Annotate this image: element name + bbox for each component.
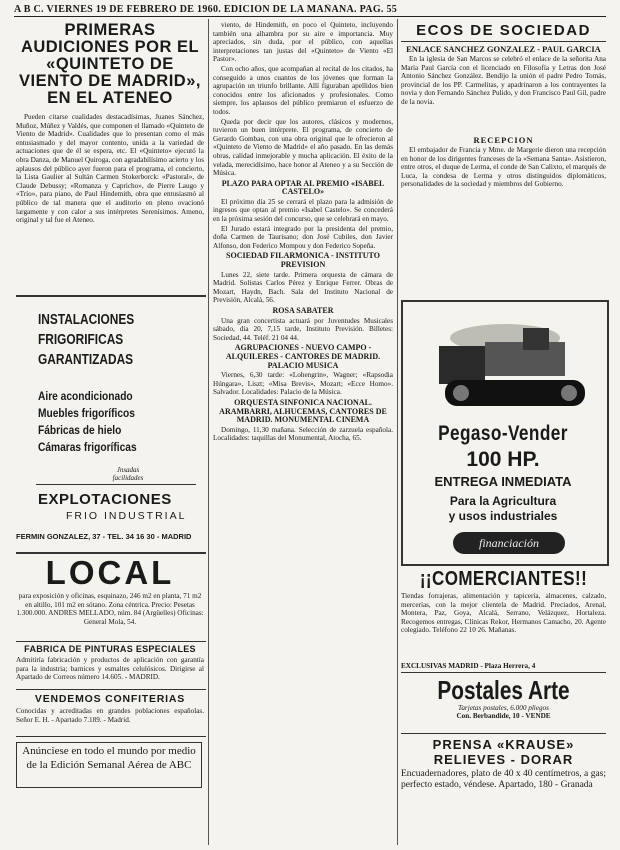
ad-line: GARANTIZADAS <box>38 352 134 368</box>
tractor-illustration <box>405 308 605 418</box>
ad-text: Anúnciese en todo el mundo por medio de la Edición Semanal Aérea de ABC <box>22 745 196 771</box>
rule <box>401 672 606 673</box>
article-paragraph: Una gran concertista actuará por Juventudes Musicales sábado, día 20, 7,15 tarde, Instituto Previsión. Billetes: Sociedad, 44. Teléf. 21 04 44. <box>213 316 393 342</box>
rule <box>16 689 206 690</box>
article-title: PRIMERAS AUDICIONES POR EL «QUINTETO DE VIENTO DE MADRID», EN EL ATENEO <box>19 21 201 107</box>
article-paragraph: Domingo, 11,30 mañana. Selección de zarzuela española. Localidades: taquillas del Monumental, Atocha, 65. <box>213 425 393 443</box>
ad-line: INSTALACIONES <box>38 312 135 328</box>
ad-item: Fábricas de hielo <box>38 423 122 437</box>
merchants-ad <box>401 568 606 670</box>
section-heading: ROSA SABATER <box>272 306 334 315</box>
page-header: A B C. VIERNES 19 DE FEBRERO DE 1960. EDICION DE LA MAÑANA. PAG. 55 <box>14 4 606 17</box>
local-ad <box>16 556 204 635</box>
article-paragraph: El embajador de Francia y Mme. de Margerie dieron una recepción en honor de los dirigentes franceses de la «Semana Santa». Asistieron, entre otros, el duque de Lerma, el conde de San Calixto, el marqués de Luca, la condesa de Lerma y otros distinguidos diplomáticos, personalidades de la sociedad y miembros del Gobierno. <box>401 146 606 189</box>
ad-title: ¡¡COMERCIANTES!! <box>419 568 588 590</box>
article-paragraph: El Jurado estará integrado por la presidenta del premio, doña Carmen de Taurisano; don José Cubiles, don Javier Alfonso, don Federico Mompou y don Federico Sopeña. <box>213 224 393 250</box>
rule <box>401 733 606 734</box>
press-ad <box>401 737 606 791</box>
rule <box>401 41 606 42</box>
rule <box>16 295 206 297</box>
society-section <box>401 22 606 214</box>
ad-line: FRIGORIFICAS <box>38 332 124 348</box>
section-heading: SOCIEDAD FILARMONICA - INSTITUTO PREVISION <box>226 251 380 270</box>
ad-title: LOCAL <box>45 554 175 591</box>
tractor-cab-icon <box>523 328 549 350</box>
left-article <box>16 22 204 271</box>
rule <box>36 484 196 485</box>
article-paragraph: El próximo día 25 se cerrará el plazo para la admisión de ingresos que optan al premio «Isabel Castelo». Se concederá en la próxima sesión del concurso, que se celebrará en mayo. <box>213 197 393 224</box>
ad-body: Tiendas forrajeras, alimentación y tapicería, almacenes, calzado, mercerías, con la mejor clientela de Madrid. Preciados, Arenal, Montera, Paz, Goya, Alcalá, Serrano, Velázquez, Hortaleza. Recogemos entregas, Clínicas Rekor, Hermanos Camacho, 20. Agente colegiado. Teléfono 22 10 26. Mañanas. <box>401 592 606 635</box>
article-paragraph: Con ocho años, que acompañan al recital de los citados, ha conseguido a unos cuantos de los jóvenes que forman la agrupación un triunfo brillante. Allí figuraban apellidos bien conocidos entre los aficionados y profesionales. Como siempre, los aplausos del público premiaron el esfuerzo de todos. <box>213 64 393 116</box>
section-heading: ENLACE SANCHEZ GONZALEZ - PAUL GARCIA <box>406 44 601 54</box>
postcards-ad <box>401 676 606 721</box>
article-paragraph: viento, de Hindemith, en poco el Quinteto, incluyendo también una alhambra por su aire e importancia. Muy apreciados, sin duda, por el público, con aquellas interpretaciones tan justas del «Quinteto» de Viento «El Pastor». <box>213 21 393 64</box>
ad-company: EXPLOTACIONES <box>38 491 172 508</box>
article-body <box>401 55 606 133</box>
ad-tagline: Jnsadas facilidades <box>112 466 144 482</box>
article-paragraph: Queda por decir que los autores, clásicos y modernos, tuvieron un buen intérprete. El programa, de concierto de Gerardo Gombau, con una obra original que le ofrecieron al «Quinteto de Viento de Madrid» el año pasado. En las demás obras, calidad inmejorable y mucha aplicación. El éxito de la velada, merecidísimo, hace honor al Ateneo y a su Sección de Música. <box>213 117 393 178</box>
article-paragraph: En la iglesia de San Marcos se celebró el enlace de la señorita Ana María Paul García con el licenciado en Filosofía y Letras don José Antonio Sánchez González. Bendijo la unión el padre Pedro Tomás, provincial de los PP. Carmelitas, y apadrinaron a los contrayentes la novia y don Fernando Sánchez Pulido, y don Francisco Paul Gil, padre de la novia. <box>401 55 606 106</box>
rule <box>16 641 206 642</box>
column-divider <box>208 19 209 845</box>
ad-item: Muebles frigoríficos <box>38 406 135 420</box>
ad-body: Admitiría fabricación y productos de aplicación con garantía para la industria; barnices y esmaltes celulósicos. Dirigirse al Apartado de Correos número 14.605. - MADRID. <box>16 656 204 682</box>
middle-column <box>213 21 393 845</box>
tractor-blade-icon <box>439 346 485 384</box>
article-paragraph: Pueden citarse cualidades destacadísimas, Juanes Sánchez, Muñoz, Múñez y Valdés, que componen el llamado «Quinteto de Viento de Madrid». Cualidades que lo presentan como el más entusiasmado y del mayor contento, unida a la variedad de actuaciones que de él se espera, etc. El «Quinteto» ejecutó la obra Danza, de Manuel Quiroga, con agradabilísimo acierto y los aplausos del público ayer fueron para el programa, el concierto, la Lista Gaulier al Sultán Carmen Stokerborck: «Pastoral», de Claude Debussy; «Romanza y Capricho», de Pierre Laugo y «Trío», para piano, de Paul Hindemith, obra que entusiasmó al público de tal manera que el auditorio en pleno ovacionó largamente y con calor a sus intérpretes Serenísimos. Ameno, original y tal fue el Ateneo. <box>16 113 204 225</box>
ad-item: Aire acondicionado <box>38 389 133 403</box>
confectionery-ad <box>16 693 204 733</box>
ad-brand: Pegaso-Vender <box>438 422 568 445</box>
refrigeration-ad <box>16 304 204 549</box>
ad-line: ENTREGA INMEDIATA <box>434 474 572 489</box>
ad-body: Encuadernadores, plato de 40 x 40 centímetros, a gas; perfecto estado, véndese. Apartado, 180 - Granada <box>401 769 606 790</box>
section-title: ECOS DE SOCIEDAD <box>416 22 591 39</box>
ad-address: Con. Berbandide, 10 - VENDE <box>456 712 551 721</box>
ad-title: Postales Arte <box>437 675 570 705</box>
article-body <box>16 113 204 271</box>
article-paragraph: Viernes, 6,30 tarde: «Lohengrin», Wagner; «Rapsodia Húngara», Liszt; «Misa Brevis», Mozart; «Ecce Homo». Salvador. Localidades: Palacio de la Música. <box>213 371 393 397</box>
ad-power: 100 HP. <box>466 448 540 471</box>
paint-factory-ad <box>16 644 204 691</box>
section-heading: AGRUPACIONES - NUEVO CAMPO - ALQUILERES - CANTORES DE MADRID. PALACIO MUSICA <box>225 343 381 370</box>
article-paragraph: Lunes 22, siete tarde. Primera orquesta de cámara de Madrid. Solistas Carlos Pérez y Enrique Ferrer. Obras de Mozart, Haydn, Bach. Sala del Instituto Nacional de Previsión, Alcalá, 56. <box>213 270 393 305</box>
section-heading: RECEPCION <box>473 135 534 145</box>
ad-body: Conocidas y acreditadas en grandes poblaciones españolas. Señor E. H. - Apartado 7.189. - Madrid. <box>16 707 204 724</box>
ad-title: VENDEMOS CONFITERIAS <box>34 693 186 705</box>
column-divider <box>397 19 398 845</box>
ad-line: Para la Agricultura <box>449 494 557 508</box>
ad-title: PRENSA «KRAUSE» RELIEVES - DORAR <box>432 737 575 767</box>
ad-subtitle: Tarjetas postales, 6.000 pliegos <box>458 704 549 712</box>
section-heading: ORQUESTA SINFONICA NACIONAL. ARAMBARRI, ALHUCEMAS, CANTORES DE MADRID. MONUMENTAL CINEMA <box>219 397 387 425</box>
abc-edition-ad <box>16 742 202 788</box>
ad-subtitle: FRIO INDUSTRIAL <box>66 510 187 522</box>
ad-badge: financiación <box>453 532 565 554</box>
section-heading: PLAZO PARA OPTAR AL PREMIO «ISABEL CASTELO» <box>221 178 385 197</box>
ad-footer: EXCLUSIVAS MADRID - Plaza Herrera, 4 <box>401 662 536 670</box>
ad-item: Cámaras frigoríficas <box>38 440 137 454</box>
pegaso-tractor-ad <box>401 300 609 566</box>
ad-address: FERMIN GONZALEZ, 37 - TEL. 34 16 30 - MADRID <box>16 532 192 541</box>
ad-line: y usos industriales <box>448 509 558 523</box>
rule <box>16 736 206 737</box>
ad-body: para exposición y oficinas, esquinazo, 246 m2 en planta, 71 m2 en altillo, 101 m2 en sótano. Zona céntrica. Precio: Pesetas 1.300.000. ANDRES MELLADO, núm. 84 (Argüelles) Oficinas: General Mola, 54. <box>16 592 204 626</box>
ad-title: FABRICA DE PINTURAS ESPECIALES <box>24 644 196 654</box>
article-body <box>401 146 606 214</box>
